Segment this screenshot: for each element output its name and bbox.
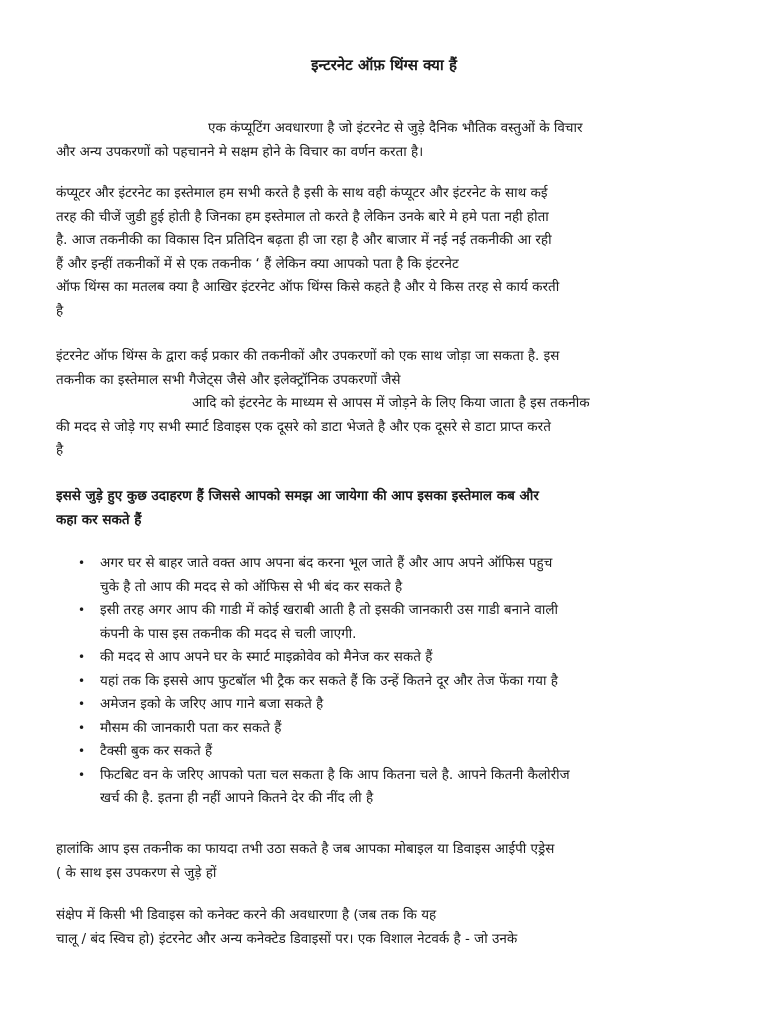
paragraph-line: हालांकि आप इस तकनीक का फायदा तभी उठा सकते है जब आपका मोबाइल या डिवाइस आईपी एड्रेस xyxy=(56,841,555,857)
body-paragraph-4 xyxy=(56,904,716,951)
paragraph-line: चालू / बंद स्विच हो) इंटरनेट और अन्य कनेक्टेड डिवाइसों पर। एक विशाल नेटवर्क है - जो उनके xyxy=(56,930,518,947)
list-item-line: चुके है तो आप की मदद से को ऑफिस से भी बंद कर सकते है xyxy=(100,578,403,595)
list-item-line: अमेजन इको के जरिए आप गाने बजा सकते है xyxy=(100,696,324,712)
heading-line: कहा कर सकते हैं xyxy=(56,511,142,528)
bullet-icon: • xyxy=(78,767,86,782)
paragraph-line: की मदद से जोड़े गए सभी स्मार्ट डिवाइस एक दूसरे को डाटा भेजते है और एक दूसरे से डाटा प्राप्त करते xyxy=(56,418,551,435)
paragraph-line: है. आज तकनीकी का विकास दिन प्रतिदिन बढ़ता ही जा रहा है और बाजार में नई नई तकनीकी आ रही xyxy=(56,232,552,248)
list-item-line: यहां तक कि इससे आप फुटबॉल भी ट्रैक कर सकते हैं कि उन्हें कितने दूर और तेज फेंका गया है xyxy=(100,672,558,689)
paragraph-line: कंप्यूटर और इंटरनेट का इस्तेमाल हम सभी करते है इसी के साथ वही कंप्यूटर और इंटरनेट के साथ कई xyxy=(56,185,548,201)
page-title: इन्टरनेट ऑफ़ थिंग्स क्या हैं xyxy=(311,56,457,74)
paragraph-line: तरह की चीजें जुडी हुई होती है जिनका हम इस्तेमाल तो करते है लेकिन उनके बारे मे हमे पता नही होता xyxy=(56,208,549,225)
list-item-line: खर्च की है. इतना ही नहीं आपने कितने देर की नींद ली है xyxy=(100,790,374,806)
examples-list xyxy=(56,552,716,811)
paragraph-line: तकनीक का इस्तेमाल सभी गैजेट्स जैसे और इलेक्ट्रॉनिक उपकरणों जैसे xyxy=(56,371,401,388)
bullet-icon: • xyxy=(78,556,86,570)
list-item xyxy=(56,717,716,741)
bullet-icon: • xyxy=(78,697,86,711)
paragraph-line: ऑफ थिंग्स का मतलब क्या है आखिर इंटरनेट ऑफ थिंग्स किसे कहते है और ये किस तरह से कार्य करती xyxy=(56,279,560,295)
bullet-icon: • xyxy=(78,603,86,617)
paragraph-line: है xyxy=(56,442,64,458)
bullet-icon: • xyxy=(78,744,86,758)
body-paragraph-3 xyxy=(56,838,716,885)
bullet-icon: • xyxy=(78,673,86,688)
paragraph-line: एक कंप्यूटिंग अवधारणा है जो इंटरनेट से जुड़े दैनिक भौतिक वस्तुओं के विचार xyxy=(208,120,583,136)
examples-heading xyxy=(56,485,716,532)
list-item xyxy=(56,552,716,599)
heading-line: इससे जुड़े हुए कुछ उदाहरण हैं जिससे आपको समझ आ जायेगा की आप इसका इस्तेमाल कब और xyxy=(56,488,539,504)
paragraph-line: आदि को इंटरनेट के माध्यम से आपस में जोड़ने के लिए किया जाता है इस तकनीक xyxy=(192,395,590,411)
list-item xyxy=(56,599,716,646)
intro-paragraph xyxy=(56,117,716,164)
list-item-line: की मदद से आप अपने घर के स्मार्ट माइक्रोवेव को मैनेज कर सकते हैं xyxy=(100,649,433,665)
list-item-line: मौसम की जानकारी पता कर सकते हैं xyxy=(100,719,282,736)
list-item xyxy=(56,646,716,670)
list-item xyxy=(56,764,716,811)
list-item-line: इसी तरह अगर आप की गाडी में कोई खराबी आती है तो इसकी जानकारी उस गाडी बनाने वाली xyxy=(100,602,559,618)
bullet-icon: • xyxy=(78,650,86,664)
bullet-icon: • xyxy=(78,720,86,735)
list-item-line: फिटबिट वन के जरिए आपको पता चल सकता है कि आप कितना चले है. आपने कितनी कैलोरीज xyxy=(100,766,570,783)
paragraph-line: हैं और इन्हीं तकनीकों में से एक तकनीक ‘ हैं लेकिन क्या आपको पता है कि इंटरनेट xyxy=(56,255,459,272)
body-paragraph-2 xyxy=(56,345,716,463)
paragraph-line: इंटरनेट ऑफ थिंग्स के द्वारा कई प्रकार की तकनीकों और उपकरणों को एक साथ जोड़ा जा सकता है. इस xyxy=(56,348,560,364)
list-item-line: कंपनी के पास इस तकनीक की मदद से चली जाएगी. xyxy=(100,625,357,642)
paragraph-line: संक्षेप में किसी भी डिवाइस को कनेक्ट करने की अवधारणा है (जब तक कि यह xyxy=(56,907,437,923)
body-paragraph-1 xyxy=(56,182,716,323)
paragraph-line: है xyxy=(56,302,64,319)
list-item xyxy=(56,693,716,717)
list-item xyxy=(56,670,716,694)
paragraph-line: ( के साथ इस उपकरण से जुड़े हों xyxy=(56,864,217,881)
list-item-line: अगर घर से बाहर जाते वक्त आप अपना बंद करना भूल जाते हैं और आप अपने ऑफिस पहुच xyxy=(100,555,553,571)
list-item xyxy=(56,740,716,764)
list-item-line: टैक्सी बुक कर सकते हैं xyxy=(100,743,213,759)
paragraph-line: और अन्य उपकरणों को पहचानने मे सक्षम होने के विचार का वर्णन करता है। xyxy=(56,143,424,160)
